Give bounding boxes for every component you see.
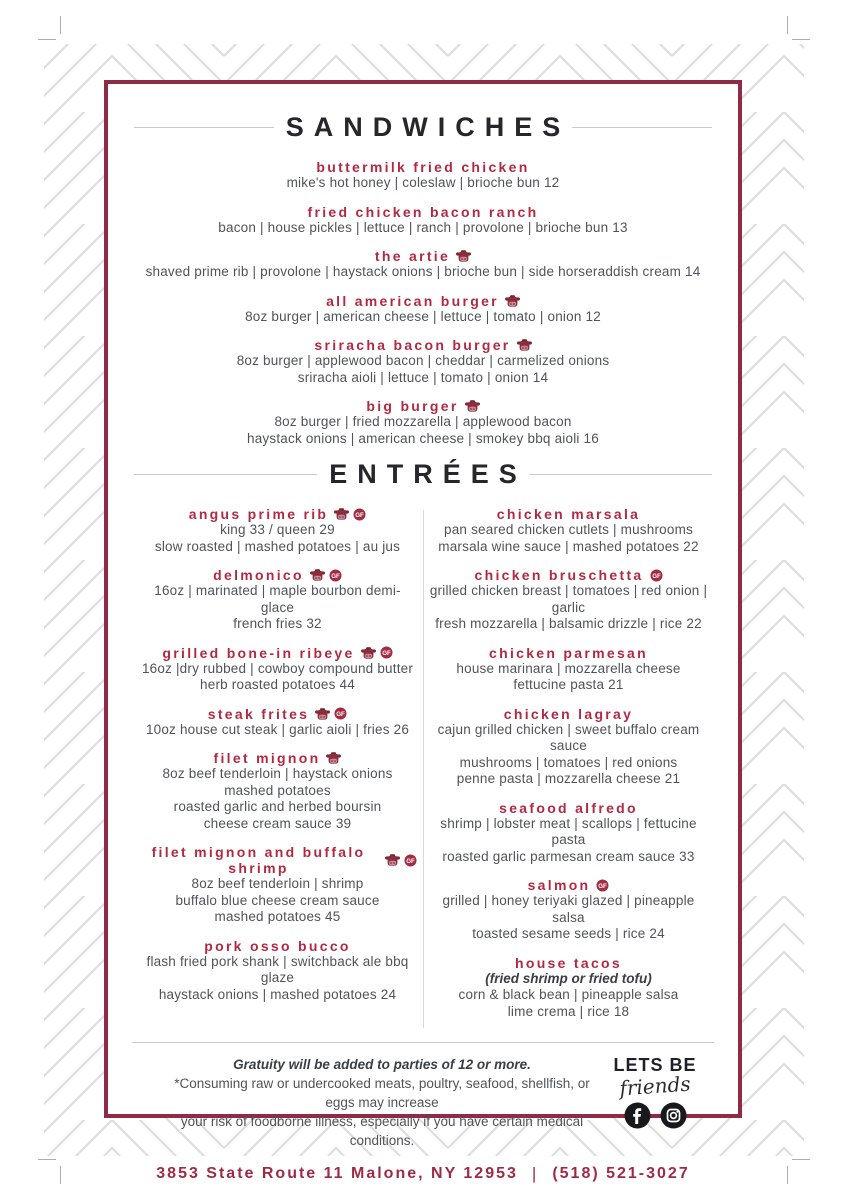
item-desc-line: 8oz burger | fried mozzarella | applewood bacon bbox=[274, 414, 572, 429]
item-name: seafood alfredo bbox=[499, 799, 638, 816]
item-name: steak frites bbox=[207, 705, 310, 722]
item-desc-line: corn & black bean | pineapple salsa bbox=[458, 987, 679, 1002]
beef-cow-icon bbox=[310, 569, 325, 581]
social-icons bbox=[596, 1102, 714, 1129]
sandwiches-list bbox=[132, 159, 714, 447]
item-name: filet mignon bbox=[213, 750, 321, 766]
item-name: filet mignon and buffalo shrimp bbox=[151, 844, 366, 876]
menu-item-name-row bbox=[429, 877, 708, 893]
beef-cow-icon bbox=[465, 400, 480, 412]
menu-item-name-row bbox=[429, 645, 708, 661]
item-desc-line: 8oz beef tenderloin | shrimp bbox=[191, 876, 364, 891]
item-desc-line: king 33 / queen 29 bbox=[220, 522, 335, 537]
header-rule-left bbox=[134, 474, 317, 475]
menu-item-name-row bbox=[429, 706, 708, 722]
street-address: 3853 State Route 11 Malone, NY 12953 bbox=[156, 1165, 518, 1182]
beef-cow-icon bbox=[334, 508, 349, 520]
gluten-free-icon bbox=[353, 508, 366, 521]
menu-item-name-row bbox=[138, 706, 417, 722]
entrees-left-column bbox=[132, 506, 423, 1032]
item-icons bbox=[517, 339, 532, 351]
menu-item bbox=[132, 248, 714, 281]
item-icons bbox=[465, 400, 480, 412]
beef-cow-icon bbox=[326, 752, 341, 764]
svg-text:GF: GF bbox=[651, 572, 661, 580]
menu-item bbox=[138, 844, 417, 926]
menu-item bbox=[429, 877, 708, 943]
gluten-free-icon bbox=[596, 879, 609, 892]
gluten-free-icon bbox=[650, 569, 663, 582]
disclaimer-line-2: your risk of foodborne illness, especially if you have certain medical conditions. bbox=[180, 1114, 584, 1148]
item-name: chicken bruschetta bbox=[474, 567, 644, 583]
item-desc-line: shaved prime rib | provolone | haystack onions | brioche bun | side horseraddish cream 14 bbox=[145, 264, 701, 279]
svg-text:GF: GF bbox=[355, 511, 365, 519]
item-desc-line: mashed potatoes bbox=[224, 782, 331, 798]
item-desc-line: grilled | honey teriyaki glazed | pineapple salsa bbox=[442, 893, 695, 925]
menu-item-name-row bbox=[138, 567, 417, 583]
beef-cow-icon bbox=[456, 250, 471, 262]
crop-mark bbox=[792, 1159, 810, 1160]
menu-item bbox=[429, 567, 708, 633]
menu-item bbox=[429, 800, 708, 866]
item-desc-line: fresh mozzarella | balsamic drizzle | rice 22 bbox=[435, 616, 702, 631]
entrees-section-header bbox=[134, 459, 712, 490]
item-desc-line: flash fried pork shank | switchback ale bbq glaze bbox=[146, 953, 409, 985]
beef-cow-icon bbox=[315, 708, 330, 720]
item-desc-line: pan seared chicken cutlets | mushrooms bbox=[444, 522, 693, 537]
item-desc-line: haystack onions | american cheese | smokey bbq aioli 16 bbox=[247, 430, 599, 446]
svg-text:GF: GF bbox=[331, 572, 340, 580]
menu-card bbox=[104, 80, 742, 1183]
menu-item-name-row bbox=[138, 645, 417, 661]
item-note: (fried shrimp or fried tofu) bbox=[485, 970, 652, 986]
item-desc-line: cheese cream sauce 39 bbox=[203, 815, 352, 831]
menu-item bbox=[429, 506, 708, 555]
item-name: chicken parmesan bbox=[489, 644, 648, 661]
crop-mark bbox=[60, 16, 61, 34]
item-desc-line: 10oz house cut steak | garlic aioli | fries 26 bbox=[145, 721, 410, 737]
item-desc-line: fettucine pasta 21 bbox=[513, 677, 624, 692]
item-desc-line: mashed potatoes 45 bbox=[214, 909, 341, 924]
menu-item bbox=[138, 750, 417, 832]
menu-item bbox=[132, 337, 714, 386]
item-desc-line: marsala wine sauce | mashed potatoes 22 bbox=[438, 538, 699, 554]
address-line bbox=[132, 1164, 714, 1184]
crop-mark bbox=[60, 1166, 61, 1184]
menu-item bbox=[132, 204, 714, 237]
gluten-free-icon bbox=[329, 569, 342, 582]
item-desc-line: 16oz | marinated | maple bourbon demi-glace bbox=[154, 583, 401, 615]
item-desc-line: mike's hot honey | coleslaw | brioche bun 12 bbox=[286, 175, 560, 190]
item-name: pork osso bucco bbox=[204, 937, 351, 954]
menu-item-name-row bbox=[138, 844, 417, 876]
social-block bbox=[596, 1055, 714, 1129]
item-desc-line: mushrooms | tomatoes | red onions bbox=[459, 754, 678, 770]
footer-notices bbox=[132, 1055, 596, 1150]
item-name: chicken marsala bbox=[496, 506, 641, 522]
menu-item-name-row bbox=[132, 248, 714, 264]
menu-item bbox=[132, 293, 714, 326]
gratuity-note: Gratuity will be added to parties of 12 or more. bbox=[233, 1057, 531, 1072]
social-script-text: friends bbox=[618, 1071, 692, 1101]
menu-item bbox=[429, 955, 708, 1021]
item-desc-line: roasted garlic and herbed boursin bbox=[173, 799, 382, 814]
entrees-title: ENTRÉES bbox=[329, 459, 527, 489]
beef-cow-icon bbox=[361, 647, 376, 659]
item-icons bbox=[334, 508, 366, 521]
item-name: all american burger bbox=[326, 292, 499, 309]
item-desc-line: 8oz burger | american cheese | lettuce | tomato | onion 12 bbox=[245, 308, 601, 324]
item-name: big burger bbox=[366, 398, 459, 414]
item-name: chicken lagray bbox=[503, 705, 634, 722]
entrees-columns bbox=[132, 506, 714, 1032]
gluten-free-icon bbox=[404, 854, 417, 867]
disclaimer-line-1: *Consuming raw or undercooked meats, poultry, seafood, shellfish, or eggs may increase bbox=[174, 1076, 590, 1110]
gluten-free-icon bbox=[334, 707, 347, 720]
menu-item bbox=[132, 159, 714, 192]
item-name: delmonico bbox=[213, 567, 304, 583]
menu-item-name-row bbox=[138, 938, 417, 954]
item-name: the artie bbox=[374, 248, 451, 264]
item-name: buttermilk fried chicken bbox=[316, 159, 530, 175]
header-rule-right bbox=[572, 127, 712, 128]
menu-item-name-row bbox=[132, 204, 714, 220]
item-desc-line: 8oz beef tenderloin | haystack onions bbox=[162, 766, 393, 781]
column-divider bbox=[423, 510, 424, 1028]
footer-row bbox=[132, 1055, 714, 1150]
item-desc-line: french fries 32 bbox=[233, 616, 322, 631]
item-icons bbox=[361, 646, 393, 659]
menu-item bbox=[138, 506, 417, 555]
item-icons bbox=[315, 707, 347, 720]
crop-mark bbox=[787, 1166, 788, 1184]
svg-text:GF: GF bbox=[406, 857, 415, 865]
item-desc-line: house marinara | mozzarella cheese bbox=[456, 660, 681, 676]
item-name: angus prime rib bbox=[188, 506, 329, 522]
item-desc-line: buffalo blue cheese cream sauce bbox=[175, 892, 380, 908]
svg-text:GF: GF bbox=[598, 882, 608, 890]
beef-cow-icon bbox=[385, 854, 400, 866]
item-desc-line: haystack onions | mashed potatoes 24 bbox=[158, 986, 397, 1002]
facebook-icon bbox=[624, 1102, 651, 1129]
entrees-right-column bbox=[423, 506, 714, 1032]
item-desc-line: shrimp | lobster meat | scallops | fettucine pasta bbox=[440, 815, 697, 847]
item-desc-line: toasted sesame seeds | rice 24 bbox=[472, 926, 665, 941]
item-icons bbox=[650, 569, 663, 582]
menu-item bbox=[429, 645, 708, 694]
item-desc-line: cajun grilled chicken | sweet buffalo cream sauce bbox=[437, 721, 700, 753]
menu-item-name-row bbox=[429, 567, 708, 583]
menu-item-name-row bbox=[132, 159, 714, 175]
svg-text:GF: GF bbox=[336, 710, 346, 718]
item-desc-line: herb roasted potatoes 44 bbox=[200, 677, 355, 692]
item-icons bbox=[326, 752, 341, 764]
item-icons bbox=[456, 250, 471, 262]
gluten-free-icon bbox=[380, 646, 393, 659]
crop-mark bbox=[787, 16, 788, 34]
menu-item bbox=[138, 567, 417, 633]
menu-item bbox=[138, 645, 417, 694]
menu-item bbox=[138, 706, 417, 739]
item-name: fried chicken bacon ranch bbox=[307, 203, 539, 220]
item-name: house tacos bbox=[515, 954, 622, 971]
beef-cow-icon bbox=[517, 339, 532, 351]
menu-item-name-row bbox=[132, 293, 714, 309]
crop-mark bbox=[38, 1159, 56, 1160]
item-icons bbox=[310, 569, 342, 582]
menu-item-name-row bbox=[138, 750, 417, 766]
crop-mark bbox=[792, 39, 810, 40]
item-icons bbox=[505, 295, 520, 307]
sandwiches-title: SANDWICHES bbox=[285, 112, 571, 142]
svg-text:GF: GF bbox=[381, 649, 391, 657]
item-icons bbox=[596, 879, 609, 892]
header-rule-left bbox=[134, 127, 274, 128]
menu-item bbox=[132, 398, 714, 447]
item-name: sriracha bacon burger bbox=[314, 337, 511, 353]
social-heading: LETS BE bbox=[613, 1055, 697, 1075]
menu-item-name-row bbox=[138, 506, 417, 522]
menu-item-name-row bbox=[429, 800, 708, 816]
instagram-icon bbox=[660, 1102, 687, 1129]
item-desc-line: penne pasta | mozzarella cheese 21 bbox=[456, 771, 681, 786]
menu-item-name-row bbox=[429, 506, 708, 522]
menu-item bbox=[429, 706, 708, 788]
menu-item-name-row bbox=[429, 955, 708, 971]
item-icons bbox=[385, 854, 417, 867]
item-desc-line: bacon | house pickles | lettuce | ranch | provolone | brioche bun 13 bbox=[218, 219, 628, 235]
beef-cow-icon bbox=[505, 295, 520, 307]
item-desc-line: slow roasted | mashed potatoes | au jus bbox=[154, 538, 401, 554]
menu-item bbox=[138, 938, 417, 1004]
phone-number: (518) 521-3027 bbox=[552, 1165, 690, 1182]
crop-mark bbox=[38, 39, 56, 40]
footer bbox=[132, 1042, 714, 1184]
item-desc-line: 16oz |dry rubbed | cowboy compound butter bbox=[141, 660, 414, 676]
item-desc-line: 8oz burger | applewood bacon | cheddar | carmelized onions bbox=[236, 353, 610, 368]
menu-item-name-row bbox=[132, 337, 714, 353]
menu-item-name-row bbox=[132, 398, 714, 414]
header-rule-right bbox=[529, 474, 712, 475]
item-desc-line: lime crema | rice 18 bbox=[507, 1003, 630, 1019]
item-desc-line: grilled chicken breast | tomatoes | red onion | garlic bbox=[429, 583, 708, 615]
item-desc-line: sriracha aioli | lettuce | tomato | onion 14 bbox=[297, 369, 549, 385]
sandwiches-section-header bbox=[134, 112, 712, 143]
address-separator: | bbox=[531, 1164, 539, 1183]
item-desc-line: roasted garlic parmesan cream sauce 33 bbox=[442, 848, 695, 864]
item-name: grilled bone-in ribeye bbox=[162, 644, 355, 661]
item-name: salmon bbox=[527, 877, 591, 893]
